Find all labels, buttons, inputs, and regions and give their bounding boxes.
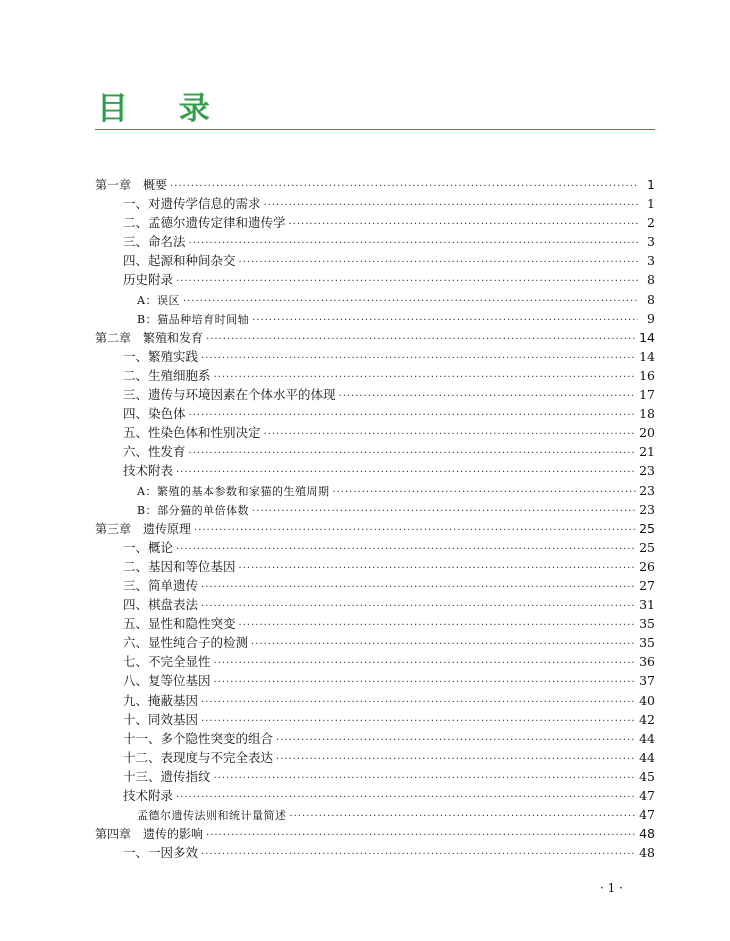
toc-entry-label: 五、性染色体和性别决定: [123, 425, 261, 441]
toc-entry-page: 1: [647, 177, 655, 192]
dot-leader: [183, 292, 638, 311]
toc-entry-page: 44: [639, 730, 655, 746]
toc-entry-page: 47: [639, 788, 655, 803]
toc-entry-section[interactable]: [95, 710, 655, 729]
toc-entry-chapter[interactable]: [95, 519, 655, 538]
toc-entry-section[interactable]: [95, 729, 655, 748]
dot-leader: [176, 463, 636, 482]
toc-entry-label: 五、显性和隐性突变: [123, 616, 236, 632]
toc-entry-label: 孟德尔遗传法则和统计量简述: [137, 809, 287, 823]
toc-entry-subsection[interactable]: [95, 290, 655, 309]
toc-entry-section[interactable]: [95, 576, 655, 595]
toc-entry-section[interactable]: [95, 347, 655, 366]
toc-entry-label: 第三章 遗传原理: [95, 521, 192, 536]
toc-entry-page: 23: [639, 501, 655, 517]
toc-entry-section[interactable]: [95, 404, 655, 423]
toc-entry-section[interactable]: [95, 270, 655, 289]
toc-entry-label: 第二章 繁殖和发育: [95, 330, 204, 345]
toc-entry-label: 十三、遗传指纹: [123, 768, 211, 784]
toc-entry-section[interactable]: [95, 691, 655, 710]
dot-leader: [252, 311, 638, 330]
dot-leader: [176, 540, 636, 559]
dot-leader: [332, 483, 636, 502]
toc-entry-page: 48: [639, 826, 655, 842]
toc-entry-section[interactable]: [95, 194, 655, 213]
dot-leader: [176, 788, 636, 807]
toc-entry-label: 历史附录: [123, 272, 174, 288]
toc-entry-page: 3: [647, 234, 655, 250]
toc-entry-page: 14: [639, 348, 655, 364]
toc-entry-page: 36: [639, 654, 655, 670]
dot-leader: [264, 425, 637, 444]
toc-entry-page: 25: [639, 520, 655, 536]
dot-leader: [239, 559, 637, 578]
dot-leader: [176, 272, 638, 291]
toc-entry-chapter[interactable]: [95, 824, 655, 843]
dot-leader: [264, 196, 638, 215]
dot-leader: [239, 253, 638, 272]
toc-entry-label: 一、对遗传学信息的需求: [123, 196, 261, 212]
toc-entry-page: 3: [647, 253, 655, 269]
dot-leader: [201, 845, 636, 864]
toc-entry-label: 第一章 概要: [95, 178, 168, 192]
toc-entry-page: 18: [639, 406, 655, 422]
dot-leader: [206, 826, 636, 845]
toc-entry-label: A：误区: [137, 293, 180, 307]
toc-entry-label: B：部分猫的单倍体数: [137, 503, 250, 517]
toc-entry-section[interactable]: [95, 633, 655, 652]
toc-entry-section[interactable]: [95, 213, 655, 232]
toc-entry-subsection[interactable]: [95, 500, 655, 519]
dot-leader: [194, 521, 636, 540]
dot-leader: [189, 444, 637, 463]
dot-leader: [214, 654, 637, 673]
toc-entry-label: 二、基因和等位基因: [123, 558, 236, 574]
toc-entry-label: 六、性发育: [123, 444, 186, 460]
toc-entry-label: 二、生殖细胞系: [123, 367, 211, 383]
dot-leader: [201, 693, 636, 712]
dot-leader: [201, 597, 636, 616]
toc-entry-section[interactable]: [95, 843, 655, 862]
toc-entry-label: 七、不完全显性: [123, 654, 211, 670]
toc-entry-label: 四、棋盘表法: [123, 597, 199, 613]
toc-entry-label: 技术附表: [123, 463, 174, 479]
toc-entry-page: 23: [639, 482, 655, 498]
toc-entry-label: 四、起源和种间杂交: [123, 253, 236, 269]
toc-entry-subsection[interactable]: [95, 805, 655, 824]
toc-entry-page: 16: [639, 367, 655, 383]
toc-entry-section[interactable]: [95, 595, 655, 614]
toc-entry-label: 一、繁殖实践: [123, 348, 199, 364]
dot-leader: [251, 635, 636, 654]
toc-entry-label: 技术附录: [123, 788, 174, 803]
toc-entry-page: 1: [647, 196, 655, 212]
toc-entry-chapter[interactable]: [95, 328, 655, 347]
toc-entry-page: 37: [639, 673, 655, 689]
toc-entry-label: 六、显性纯合子的检测: [123, 635, 249, 651]
toc-entry-label: 八、复等位基因: [123, 673, 211, 689]
dot-leader: [206, 330, 636, 349]
toc-entry-label: 十二、表现度与不完全表达: [123, 749, 274, 765]
toc-entry-subsection[interactable]: [95, 309, 655, 328]
toc-entry-page: 14: [639, 329, 655, 345]
toc-entry-page: 40: [639, 692, 655, 708]
toc-entry-label: 十一、多个隐性突变的组合: [123, 730, 274, 746]
toc-entry-page: 20: [639, 425, 655, 441]
toc-entry-chapter[interactable]: [95, 175, 655, 194]
toc-entry-label: 四、染色体: [123, 406, 186, 422]
toc-entry-page: 35: [639, 635, 655, 651]
toc-entry-section[interactable]: [95, 366, 655, 385]
toc-entry-section[interactable]: [95, 652, 655, 671]
toc-entry-section[interactable]: [95, 232, 655, 251]
toc-entry-page: 27: [639, 577, 655, 593]
toc-entry-page: 48: [639, 845, 655, 861]
toc-entry-page: 21: [639, 444, 655, 460]
toc-entry-label: 三、遗传与环境因素在个体水平的体现: [123, 387, 336, 403]
dot-leader: [239, 616, 637, 635]
toc-entry-page: 42: [639, 711, 655, 727]
toc-entry-label: A：繁殖的基本参数和家猫的生殖周期: [137, 484, 330, 498]
toc-entry-label: 一、一因多效: [123, 845, 199, 861]
dot-leader: [201, 349, 636, 368]
toc-entry-section[interactable]: [95, 442, 655, 461]
toc-entry-section[interactable]: [95, 538, 655, 557]
toc-entry-page: 8: [647, 291, 655, 307]
toc-entry-page: 35: [639, 616, 655, 632]
toc-entry-page: 47: [639, 807, 655, 823]
toc-entry-section[interactable]: [95, 423, 655, 442]
toc-entry-section[interactable]: [95, 251, 655, 270]
dot-leader: [339, 387, 637, 406]
toc-entry-label: 九、掩蔽基因: [123, 692, 199, 708]
toc-entry-page: 45: [639, 768, 655, 784]
toc-entry-section[interactable]: [95, 461, 655, 480]
toc-entry-page: 31: [639, 597, 655, 613]
toc-entry-label: 一、概论: [123, 539, 174, 555]
table-of-contents: [95, 175, 655, 862]
toc-entry-page: 2: [647, 215, 655, 231]
toc-entry-label: 第四章 遗传的影响: [95, 827, 204, 842]
dot-leader: [252, 502, 636, 521]
toc-entry-section[interactable]: [95, 557, 655, 576]
toc-entry-section[interactable]: [95, 671, 655, 690]
toc-entry-page: 44: [639, 749, 655, 765]
dot-leader: [289, 215, 638, 234]
toc-entry-page: 8: [647, 272, 655, 288]
dot-leader: [201, 578, 636, 597]
toc-entry-section[interactable]: [95, 786, 655, 805]
dot-leader: [290, 807, 637, 826]
dot-leader: [214, 769, 637, 788]
toc-entry-section[interactable]: [95, 614, 655, 633]
toc-entry-label: 三、命名法: [123, 234, 186, 250]
title-divider: [95, 129, 655, 130]
dot-leader: [276, 731, 636, 750]
toc-entry-section[interactable]: [95, 767, 655, 786]
toc-entry-label: 二、孟德尔遗传定律和遗传学: [123, 215, 286, 231]
toc-entry-label: B：猫品种培育时间轴: [137, 312, 250, 326]
toc-entry-subsection[interactable]: [95, 481, 655, 500]
toc-entry-section[interactable]: [95, 385, 655, 404]
toc-entry-page: 26: [639, 558, 655, 574]
toc-entry-page: 25: [639, 539, 655, 555]
toc-entry-page: 9: [647, 310, 655, 326]
toc-entry-page: 23: [639, 463, 655, 479]
dot-leader: [189, 234, 638, 253]
toc-entry-section[interactable]: [95, 748, 655, 767]
toc-entry-label: 三、简单遗传: [123, 577, 199, 593]
page-title: 目 录: [97, 91, 230, 127]
dot-leader: [276, 750, 636, 769]
toc-entry-label: 十、同效基因: [123, 711, 199, 727]
page-number: · 1 ·: [600, 881, 623, 895]
toc-entry-page: 17: [639, 387, 655, 403]
dot-leader: [214, 673, 637, 692]
